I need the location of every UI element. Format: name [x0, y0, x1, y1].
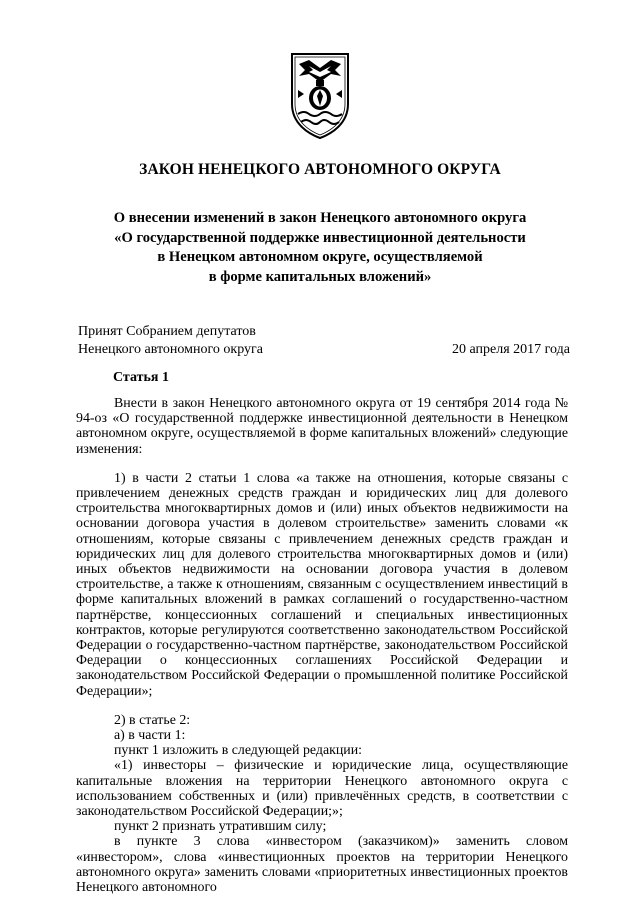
item-1-paragraph: 1) в части 2 статьи 1 слова «а также на отношения, которые связаны с привлечением денежных средств граждан и юридических лиц для долевого строительства многоквартирных домов и (или) иных объектов недвижимости на основании договора участия в долевом строительстве» заменить словами «к отношениям, которые связаны с привлечением денежных средств граждан и юридических лиц для долевого строительства многоквартирных домов и (или) иных объектов недвижимости на основании договора участия в долевом строительстве, а также к отношениям, связанным с осуществлением инвестиций в форме капитальных вложений в рамках соглашений о государственно-частном партнёрстве, концессионных соглашений и специальных инвестиционных контрактов, которые регулируются соответственно законодательством Российской Федерации о государственно-частном партнёрстве, законодательством Российской Федерации о концессионных соглашениях Российской Федерации и законодательством Российской Федерации о промышленной политике Российской Федерации»; — [76, 470, 568, 699]
adopted-by-body: Ненецкого автономного округа — [78, 342, 263, 357]
item-2-heading: 2) в статье 2: — [114, 712, 191, 728]
item-2-point-3: в пункте 3 слова «инвестором (заказчиком)» заменить словом «инвестором», слова «инвестиционных проектов на территории Ненецкого автономного округа» заменить словами «приоритетных инвестиционных проектов Ненецкого автономного — [76, 834, 568, 896]
article-body — [76, 396, 568, 895]
item-2-quote: «1) инвесторы – физические и юридические лица, осуществляющие капитальные вложения на территории Ненецкого автономного округа с использованием собственных и (или) привлечённых средств, в соответствии с законодательством Российской Федерации;»; — [76, 758, 568, 820]
item-2-subitem-a: а) в части 1: — [114, 728, 186, 744]
item-2-point-2: пункт 2 признать утратившим силу; — [114, 819, 327, 835]
subject-line: О внесении изменений в закон Ненецкого автономного округа — [113, 210, 527, 226]
law-title: ЗАКОН НЕНЕЦКОГО АВТОНОМНОГО ОКРУГА — [139, 161, 501, 178]
coat-of-arms-icon — [289, 52, 351, 140]
subject-line: в форме капитальных вложений» — [208, 268, 432, 285]
article-heading: Статья 1 — [113, 370, 169, 385]
adoption-date: 20 апреля 2017 года — [452, 342, 570, 357]
intro-paragraph: Внести в закон Ненецкого автономного округа от 19 сентября 2014 года № 94-оз «О государственной поддержке инвестиционной деятельности в Ненецком автономном округе, осуществляемой в форме капитальных вложений» следующие изменения: — [76, 396, 568, 457]
item-2-point-1: пункт 1 изложить в следующей редакции: — [114, 743, 363, 759]
law-subject — [60, 209, 580, 287]
subject-line: «О государственной поддержке инвестиционной деятельности — [114, 229, 526, 246]
subject-line: в Ненецком автономном округе, осуществляемой — [157, 249, 483, 265]
adopted-by: Принят Собранием депутатов — [78, 324, 256, 339]
adoption-info — [78, 323, 263, 359]
